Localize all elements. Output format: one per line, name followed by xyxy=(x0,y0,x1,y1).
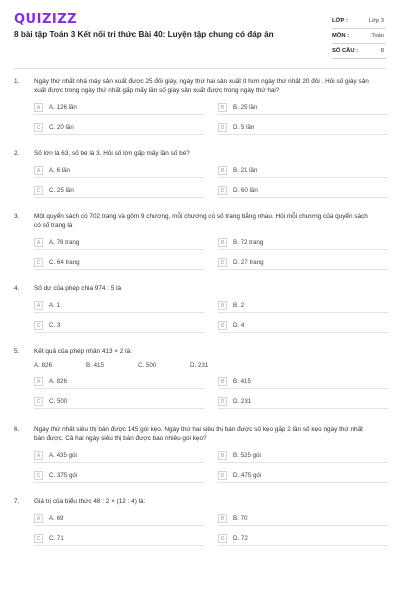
option-letter-box: D xyxy=(218,321,227,330)
question-3 xyxy=(0,212,400,270)
question-number: 4. xyxy=(14,285,20,292)
option-letter-box: B xyxy=(218,166,227,175)
answer-option-d[interactable] xyxy=(218,121,388,135)
question-header xyxy=(14,212,386,230)
answer-option-c[interactable] xyxy=(34,395,204,409)
meta-value: Toán xyxy=(371,33,384,39)
answer-option-a[interactable] xyxy=(34,299,204,313)
option-text: D. 27 trang xyxy=(233,259,264,266)
option-text: C. 500 xyxy=(49,398,68,405)
option-text: D. 72 xyxy=(233,535,248,542)
option-text: A. 69 xyxy=(49,515,64,522)
option-text: B. 525 gói xyxy=(233,452,261,459)
answer-option-d[interactable] xyxy=(218,469,388,483)
option-letter-box: A xyxy=(34,301,43,310)
option-text: A. 435 gói xyxy=(49,452,77,459)
option-letter-box: D xyxy=(218,471,227,480)
option-text: B. 21 lần xyxy=(233,167,258,174)
answer-option-d[interactable] xyxy=(218,319,388,333)
option-letter-box: B xyxy=(218,103,227,112)
question-1 xyxy=(0,77,400,135)
answer-option-b[interactable] xyxy=(218,512,388,526)
question-text: Số lớn là 63, số bé là 3. Hỏi số lớn gấp mấy lần số bé? xyxy=(34,150,190,157)
answer-option-c[interactable] xyxy=(34,184,204,198)
worksheet-title: 8 bài tập Toán 3 Kết nối tri thức Bài 40: Luyện tập chung có đáp án xyxy=(14,30,274,39)
inline-choices xyxy=(34,362,386,369)
option-letter-box: A xyxy=(34,103,43,112)
question-number: 1. xyxy=(14,78,20,85)
option-letter-box: D xyxy=(218,258,227,267)
option-letter-box: D xyxy=(218,397,227,406)
question-text: Ngày thứ nhất nhà máy sản xuất được 25 đôi giày, ngày thứ hai sản xuất ít hơn ngày thứ nhất 20 đôi . Hỏi số giày sản xuất được trong ngày thứ nhất gấp mấy lần số giày sản xuất được trong ngày thứ hai? xyxy=(34,78,369,94)
answer-option-b[interactable] xyxy=(218,375,388,389)
question-number: 2. xyxy=(14,150,20,157)
answer-option-a[interactable] xyxy=(34,236,204,250)
meta-subject xyxy=(332,29,386,44)
option-letter-box: A xyxy=(34,166,43,175)
option-letter-box: C xyxy=(34,534,43,543)
meta-value: Lớp 3 xyxy=(368,18,384,24)
header-divider xyxy=(14,68,386,69)
meta-label: SỐ CÂU : xyxy=(332,48,359,54)
option-letter-box: C xyxy=(34,123,43,132)
option-text: C. 25 lần xyxy=(49,187,74,194)
meta-label: MÔN : xyxy=(332,33,350,39)
question-text: Một quyển sách có 702 trang và gồm 9 chương, mỗi chương có số trang bằng nhau. Hỏi mỗi chương của quyển sách có số trang là xyxy=(34,213,368,229)
answer-options xyxy=(34,164,386,198)
option-letter-box: A xyxy=(34,377,43,386)
option-letter-box: C xyxy=(34,397,43,406)
answer-option-b[interactable] xyxy=(218,449,388,463)
option-letter-box: B xyxy=(218,451,227,460)
inline-choice: D. 231 xyxy=(190,362,209,369)
option-text: B. 72 trang xyxy=(233,239,264,246)
option-letter-box: B xyxy=(218,301,227,310)
inline-choice: C. 500 xyxy=(138,362,157,369)
answer-option-c[interactable] xyxy=(34,121,204,135)
option-letter-box: C xyxy=(34,258,43,267)
quizizz-logo: QUIZIZZ xyxy=(14,12,78,27)
worksheet-header xyxy=(0,0,400,72)
meta-grade xyxy=(332,14,386,29)
question-header xyxy=(14,149,386,158)
option-text: B. 415 xyxy=(233,378,251,385)
question-7 xyxy=(0,497,400,546)
answer-option-c[interactable] xyxy=(34,319,204,333)
answer-option-a[interactable] xyxy=(34,512,204,526)
question-list xyxy=(0,77,400,560)
answer-option-a[interactable] xyxy=(34,449,204,463)
option-text: D. 4 xyxy=(233,322,245,329)
meta-value: 8 xyxy=(380,48,384,54)
answer-options xyxy=(34,449,386,483)
question-number: 6. xyxy=(14,426,20,433)
answer-option-d[interactable] xyxy=(218,256,388,270)
option-letter-box: B xyxy=(218,238,227,247)
option-text: C. 64 trang xyxy=(49,259,80,266)
option-text: D. 475 gói xyxy=(233,472,262,479)
worksheet-meta xyxy=(332,14,386,59)
option-text: A. 78 trang xyxy=(49,239,80,246)
answer-options xyxy=(34,512,386,546)
answer-option-a[interactable] xyxy=(34,375,204,389)
answer-option-a[interactable] xyxy=(34,164,204,178)
question-6 xyxy=(0,425,400,483)
question-header xyxy=(14,497,386,506)
answer-option-d[interactable] xyxy=(218,532,388,546)
answer-option-b[interactable] xyxy=(218,164,388,178)
inline-choice: B. 415 xyxy=(86,362,104,369)
option-text: C. 375 gói xyxy=(49,472,78,479)
answer-option-c[interactable] xyxy=(34,469,204,483)
question-5 xyxy=(0,347,400,409)
option-letter-box: C xyxy=(34,186,43,195)
question-header xyxy=(14,425,386,443)
answer-option-b[interactable] xyxy=(218,236,388,250)
option-letter-box: A xyxy=(34,451,43,460)
option-letter-box: D xyxy=(218,186,227,195)
option-text: A. 6 lần xyxy=(49,167,70,174)
option-letter-box: A xyxy=(34,238,43,247)
option-text: A. 126 lần xyxy=(49,104,77,111)
answer-options xyxy=(34,236,386,270)
answer-options xyxy=(34,375,386,409)
question-header xyxy=(14,77,386,95)
question-header xyxy=(14,347,386,356)
answer-option-a[interactable] xyxy=(34,101,204,115)
question-number: 7. xyxy=(14,498,20,505)
option-text: D. 231 xyxy=(233,398,252,405)
option-letter-box: C xyxy=(34,471,43,480)
option-letter-box: D xyxy=(218,534,227,543)
option-text: B. 25 lần xyxy=(233,104,258,111)
meta-label: LỚP : xyxy=(332,18,348,24)
option-letter-box: B xyxy=(218,377,227,386)
question-text: Số dư của phép chia 974 : 5 là xyxy=(34,285,122,292)
answer-option-c[interactable] xyxy=(34,532,204,546)
answer-option-c[interactable] xyxy=(34,256,204,270)
question-text: Ngày thứ nhất siêu thị bán được 145 gói kẹo. Ngày thứ hai siêu thị bán được số kẹo gấp 2 lần số kẹo ngày thứ nhất bán được. Cả hai ngày siêu thị bán được bao nhiêu gói kẹo? xyxy=(34,426,363,442)
answer-option-b[interactable] xyxy=(218,299,388,313)
option-text: C. 71 xyxy=(49,535,64,542)
option-text: A. 826 xyxy=(49,378,67,385)
question-text: Giá trị của biểu thức 48 : 2 × (12 : 4) là: xyxy=(34,498,146,505)
option-letter-box: B xyxy=(218,514,227,523)
option-letter-box: D xyxy=(218,123,227,132)
answer-option-d[interactable] xyxy=(218,395,388,409)
question-2 xyxy=(0,149,400,198)
question-4 xyxy=(0,284,400,333)
answer-option-d[interactable] xyxy=(218,184,388,198)
option-text: D. 60 lần xyxy=(233,187,258,194)
inline-choice: A. 826 xyxy=(34,362,52,369)
option-text: D. 5 lần xyxy=(233,124,255,131)
answer-options xyxy=(34,101,386,135)
option-text: C. 3 xyxy=(49,322,61,329)
option-text: C. 20 lần xyxy=(49,124,74,131)
question-text: Kết quả của phép nhân 413 × 2 là: xyxy=(34,348,132,355)
meta-question-count xyxy=(332,44,386,59)
option-letter-box: A xyxy=(34,514,43,523)
answer-option-b[interactable] xyxy=(218,101,388,115)
question-number: 5. xyxy=(14,348,20,355)
question-header xyxy=(14,284,386,293)
option-text: B. 70 xyxy=(233,515,248,522)
option-text: A. 1 xyxy=(49,302,61,309)
option-text: B. 2 xyxy=(233,302,245,309)
answer-options xyxy=(34,299,386,333)
option-letter-box: C xyxy=(34,321,43,330)
question-number: 3. xyxy=(14,213,20,220)
